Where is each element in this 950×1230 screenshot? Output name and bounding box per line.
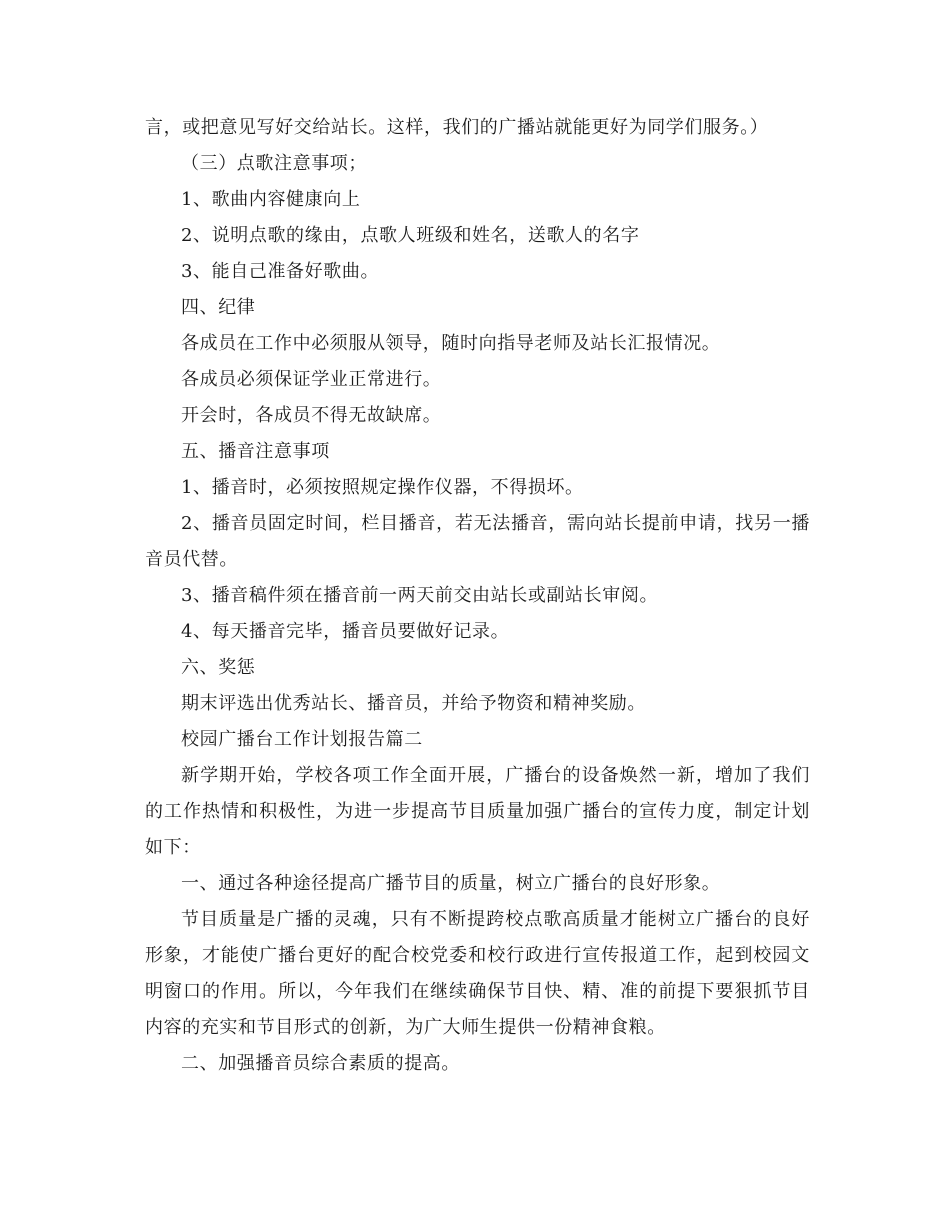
- list-item: 1、歌曲内容健康向上: [181, 189, 361, 210]
- paragraph: 开会时，各成员不得无故缺席。: [181, 405, 442, 426]
- list-item: 2、说明点歌的缘由，点歌人班级和姓名，送歌人的名字: [181, 225, 640, 246]
- list-item: 3、播音稿件须在播音前一两天前交由站长或副站长审阅。: [181, 585, 659, 606]
- section-heading: 五、播音注意事项: [181, 441, 330, 462]
- paragraph: 各成员必须保证学业正常进行。: [181, 369, 442, 390]
- list-item: 3、能自己准备好歌曲。: [181, 261, 380, 282]
- paragraph: 言，或把意见写好交给站长。这样，我们的广播站就能更好为同学们服务。）: [145, 117, 769, 138]
- section-heading: 六、奖惩: [181, 657, 256, 678]
- section-heading: 四、纪律: [181, 297, 256, 318]
- paragraph: 新学期开始，学校各项工作全面开展，广播台的设备焕然一新，增加了我们的工作热情和积极性，为进一步提高节目质量加强广播台的宣传力度，制定计划如下：: [145, 765, 810, 858]
- document-body: [145, 110, 810, 1082]
- list-item: 1、播音时，必须按照规定操作仪器，不得损坏。: [181, 477, 584, 498]
- paragraph: 节目质量是广播的灵魂，只有不断提跨校点歌高质量才能树立广播台的良好形象，才能使广播台更好的配合校党委和校行政进行宣传报道工作，起到校园文明窗口的作用。所以，今年我们在继续确保节目快、精、准的前提下要狠抓节目内容的充实和节目形式的创新，为广大师生提供一份精神食粮。: [145, 909, 810, 1038]
- section-heading: （三）点歌注意事项；: [181, 153, 367, 174]
- list-item: 4、每天播音完毕，播音员要做好记录。: [181, 621, 510, 642]
- paragraph: 各成员在工作中必须服从领导，随时向指导老师及站长汇报情况。: [181, 333, 721, 354]
- list-item: 2、播音员固定时间，栏目播音，若无法播音，需向站长提前申请，找另一播音员代替。: [145, 513, 810, 570]
- section-heading: 一、通过各种途径提高广播节目的质量，树立广播台的良好形象。: [181, 873, 721, 894]
- paragraph: 期末评选出优秀站长、播音员，并给予物资和精神奖励。: [181, 693, 646, 714]
- article-title: 校园广播台工作计划报告篇二: [181, 729, 423, 750]
- section-heading: 二、加强播音员综合素质的提高。: [181, 1053, 460, 1074]
